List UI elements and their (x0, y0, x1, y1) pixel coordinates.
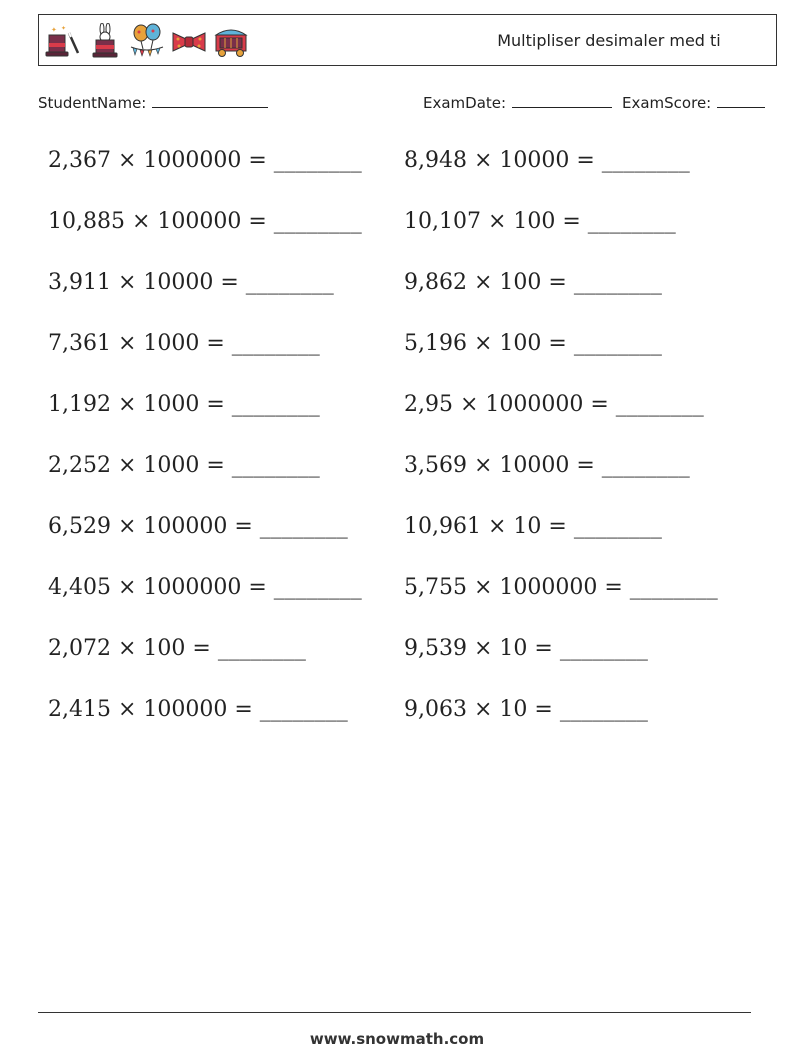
footer-divider (38, 1012, 751, 1013)
problem-left-3: 3,911 × 10000 = ________ (48, 270, 334, 295)
problem-right-7: 10,961 × 10 = ________ (404, 514, 662, 539)
problem-right-1: 8,948 × 10000 = ________ (404, 148, 690, 173)
problem-left-7: 6,529 × 100000 = ________ (48, 514, 348, 539)
exam-date-field (423, 93, 612, 112)
student-name-blank[interactable] (152, 93, 268, 108)
exam-date-blank[interactable] (512, 93, 612, 108)
problem-right-10: 9,063 × 10 = ________ (404, 697, 648, 722)
exam-date-label: ExamDate: (423, 94, 507, 112)
exam-score-label: ExamScore: (622, 94, 712, 112)
worksheet-title: Multipliser desimaler med ti (497, 31, 721, 50)
exam-score-blank[interactable] (717, 93, 765, 108)
problem-left-9: 2,072 × 100 = ________ (48, 636, 306, 661)
problem-left-1: 2,367 × 1000000 = ________ (48, 148, 362, 173)
problem-left-4: 7,361 × 1000 = ________ (48, 331, 320, 356)
problem-right-8: 5,755 × 1000000 = ________ (404, 575, 718, 600)
problem-right-4: 5,196 × 100 = ________ (404, 331, 662, 356)
circus-wagon-icon (213, 23, 249, 59)
problem-left-8: 4,405 × 1000000 = ________ (48, 575, 362, 600)
balloons-bunting-icon (129, 23, 165, 59)
problem-left-2: 10,885 × 100000 = ________ (48, 209, 362, 234)
rabbit-hat-icon (87, 23, 123, 59)
problem-left-5: 1,192 × 1000 = ________ (48, 392, 320, 417)
student-name-field (38, 93, 268, 112)
header-icons (45, 23, 249, 59)
problem-right-5: 2,95 × 1000000 = ________ (404, 392, 704, 417)
problem-right-2: 10,107 × 100 = ________ (404, 209, 676, 234)
magic-hat-wand-icon (45, 23, 81, 59)
svg-text:✦: ✦ (51, 26, 57, 34)
svg-text:✦: ✦ (61, 25, 67, 32)
problem-left-10: 2,415 × 100000 = ________ (48, 697, 348, 722)
footer-url: www.snowmath.com (309, 1030, 485, 1048)
exam-score-field (622, 93, 765, 112)
student-name-label: StudentName: (38, 94, 147, 112)
problem-right-3: 9,862 × 100 = ________ (404, 270, 662, 295)
bow-tie-icon (171, 23, 207, 59)
problem-right-9: 9,539 × 10 = ________ (404, 636, 648, 661)
problem-left-6: 2,252 × 1000 = ________ (48, 453, 320, 478)
worksheet-header (38, 14, 777, 66)
problem-right-6: 3,569 × 10000 = ________ (404, 453, 690, 478)
